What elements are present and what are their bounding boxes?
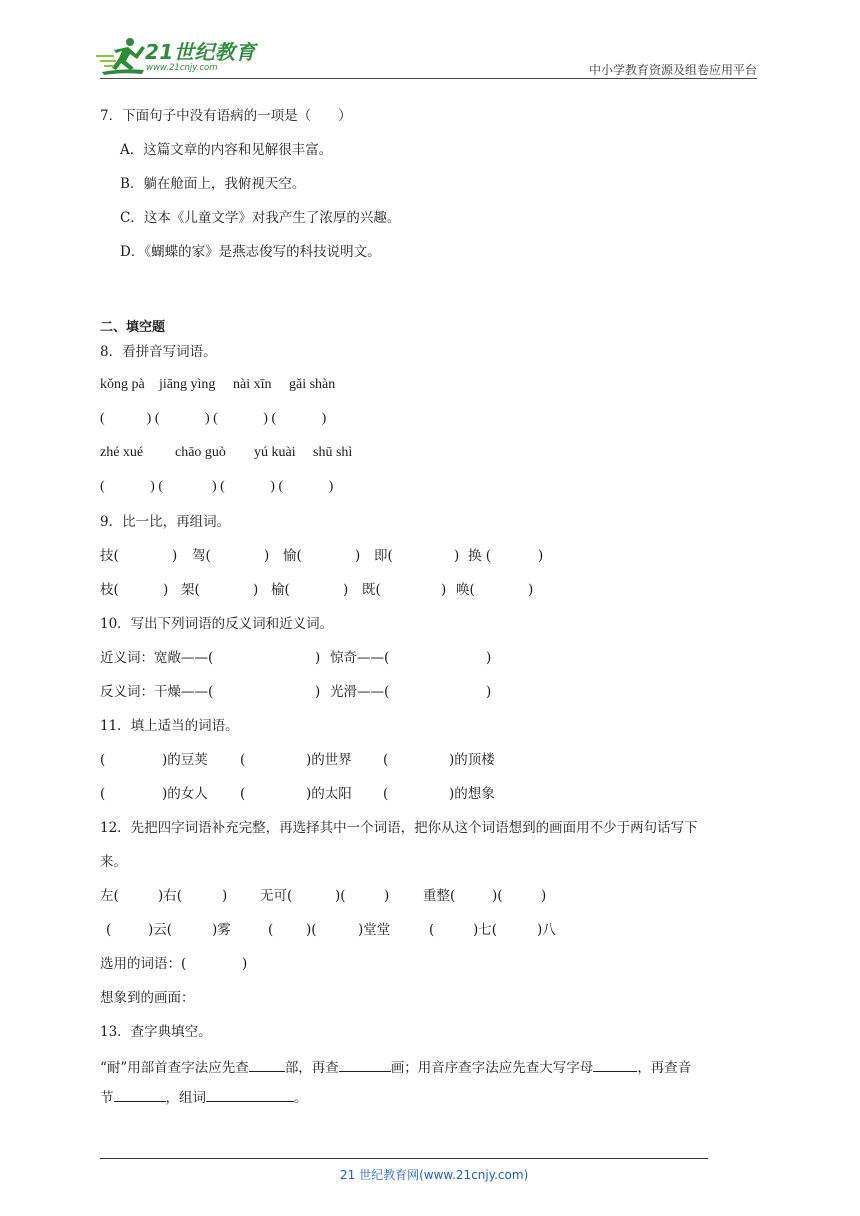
q10-synonym-2: 惊奇——( (330, 650, 390, 666)
q10-antonym-1: 反义词：干燥——( (100, 684, 214, 700)
blank-row-2: ( ) ( ) ( ) ( ) (100, 479, 334, 494)
q11-r2-item-2: )的太阳 (306, 786, 352, 802)
q9-r2-c5: 唤( (456, 582, 475, 598)
question-7-option-d: D．《蝴蝶的家》是燕志俊写的科技说明文。 (120, 244, 381, 260)
q11-r1-open-1: ( (100, 752, 106, 768)
pinyin-2-4: shū shì (313, 445, 353, 460)
footer-divider (100, 1158, 708, 1159)
pinyin-1-1: kǒng pà (100, 377, 145, 392)
q12-r1-h: )( (492, 888, 503, 904)
q12-r2-f: )堂堂 (358, 922, 391, 938)
question-7-option-a: A．这篇文章的内容和见解很丰富。 (120, 142, 333, 158)
q12-r2-a: ( (106, 922, 112, 938)
question-7-stem: 7．下面句子中没有语病的一项是（ ） (100, 108, 352, 124)
q9-r2-c5-close: ) (528, 582, 534, 598)
q13-text-7: 。 (294, 1090, 308, 1106)
q13-text-6: ，组词 (165, 1090, 206, 1106)
q13-blank-letter (593, 1057, 637, 1072)
q9-r1-c4: 即( (374, 548, 393, 564)
q9-r2-c1: 枝( (100, 582, 119, 598)
q9-r2-c4-close: ) (441, 582, 447, 598)
q12-r2-c: )雾 (212, 922, 231, 938)
question-7-option-b: B．躺在舱面上，我俯视天空。 (120, 176, 306, 192)
pinyin-1-4: gǎi shàn (289, 377, 336, 392)
q9-r2-c3: 榆( (271, 582, 290, 598)
logo-url: www.21cnjy.com (146, 63, 218, 73)
question-13-line2 (100, 1087, 308, 1107)
logo-text: 21世纪教育 (145, 40, 256, 64)
q12-r2-g: ( (429, 922, 435, 938)
question-13-line1 (100, 1057, 691, 1077)
pinyin-2-1: zhé xué (100, 445, 144, 460)
question-11-stem: 11．填上适当的词语。 (100, 718, 239, 734)
header-platform-text: 中小学教育资源及组卷应用平台 (588, 63, 757, 77)
section-title: 二、填空题 (100, 320, 166, 335)
q12-r2-b: )云( (148, 922, 173, 938)
q9-r1-c3: 愉( (283, 548, 302, 564)
pinyin-1-2: jiāng yìng (159, 377, 216, 392)
q12-r1-f: ) (384, 888, 390, 904)
q9-r1-c3-close: ) (355, 548, 361, 564)
q9-r2-c3-close: ) (343, 582, 349, 598)
q12-r1-i: ) (541, 888, 547, 904)
q10-synonym-1-close: ) (315, 650, 321, 666)
q9-r1-c5: 换 ( (468, 548, 492, 564)
q12-r2-e: )( (306, 922, 317, 938)
q11-r1-item-3: )的顶楼 (449, 752, 495, 768)
q11-r2-open-1: ( (100, 786, 106, 802)
q9-r1-c2-close: ) (264, 548, 270, 564)
q13-text-2: 部，再查 (284, 1060, 339, 1076)
q11-r2-item-1: )的女人 (162, 786, 208, 802)
question-13-stem: 13．查字典填空。 (100, 1024, 212, 1040)
q9-r2-c2-close: ) (253, 582, 259, 598)
q9-r1-c1: 技( (100, 548, 119, 564)
q11-r2-open-2: ( (240, 786, 246, 802)
q9-r2-c4: 既( (362, 582, 381, 598)
q10-antonym-2: 光滑——( (330, 684, 390, 700)
q12-r1-e: )( (335, 888, 346, 904)
question-10-stem: 10．写出下列词语的反义词和近义词。 (100, 616, 334, 632)
q12-r2-h: )七( (473, 922, 498, 938)
q9-r1-c4-close: ) (454, 548, 460, 564)
q10-antonym-2-close: ) (486, 684, 492, 700)
q13-text-5: 节 (100, 1090, 114, 1106)
q9-r2-c1-close: ) (163, 582, 169, 598)
q12-r1-b: )右( (158, 888, 183, 904)
question-12-stem-line1: 12．先把四字词语补充完整，再选择其中一个词语，把你从这个词语想到的画面用不少于两句话写下 (100, 820, 698, 836)
q12-r2-i: )八 (537, 922, 556, 938)
pinyin-2-3: yú kuài (254, 445, 296, 460)
question-8-stem: 8．看拼音写词语。 (100, 344, 217, 360)
q13-text-3: 画；用音序查字法应先查大写字母 (390, 1060, 594, 1076)
q9-r2-c2: 架( (181, 582, 200, 598)
q12-chosen-close: ) (242, 956, 248, 972)
q13-blank-word (206, 1087, 294, 1102)
question-7-option-c: C．这本《儿童文学》对我产生了浓厚的兴趣。 (120, 210, 401, 226)
q11-r1-open-2: ( (240, 752, 246, 768)
blank-row-1: ( ) ( ) ( ) ( ) (100, 411, 327, 426)
header-divider (100, 78, 757, 79)
q11-r1-open-3: ( (383, 752, 389, 768)
q9-r1-c1-close: ) (172, 548, 178, 564)
running-figure-icon (96, 38, 145, 75)
q10-synonym-1: 近义词：宽敞——( (100, 650, 214, 666)
q12-r1-g: 重整( (423, 888, 456, 904)
q13-text-1: “耐”用部首查字法应先查 (100, 1060, 249, 1076)
q13-text-4: ，再查音 (637, 1060, 692, 1076)
q11-r2-item-3: )的想象 (449, 786, 495, 802)
q10-antonym-1-close: ) (315, 684, 321, 700)
footer-link[interactable]: 21 世纪教育网(www.21cnjy.com) (340, 1168, 529, 1182)
q12-imagined-label: 想象到的画面： (100, 990, 195, 1006)
q12-chosen-label: 选用的词语：( (100, 956, 187, 972)
question-12-stem-line2: 来。 (100, 854, 127, 870)
q9-r1-c2: 驾( (192, 548, 211, 564)
pinyin-2-2: chāo guò (175, 445, 226, 460)
q11-r1-item-1: )的豆荚 (162, 752, 208, 768)
pinyin-1-3: nài xīn (233, 377, 272, 392)
q10-synonym-2-close: ) (486, 650, 492, 666)
q12-r2-d: ( (268, 922, 274, 938)
q12-r1-a: 左( (100, 888, 119, 904)
q9-r1-c5-close: ) (538, 548, 544, 564)
q11-r2-open-3: ( (383, 786, 389, 802)
q13-blank-radical (249, 1057, 285, 1072)
q13-blank-strokes (339, 1057, 391, 1072)
q11-r1-item-2: )的世界 (306, 752, 352, 768)
q13-blank-syllable (114, 1087, 166, 1102)
q12-r1-c: ) (222, 888, 228, 904)
q12-r1-d: 无可( (260, 888, 293, 904)
question-9-stem: 9．比一比，再组词。 (100, 514, 231, 530)
